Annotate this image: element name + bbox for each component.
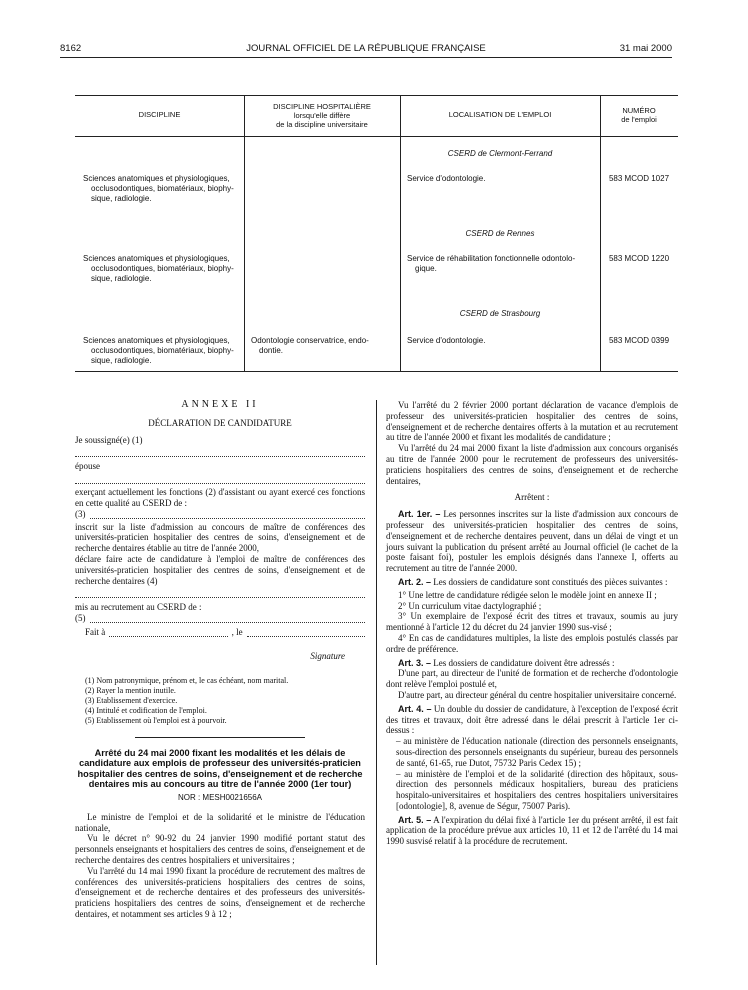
th-numero: NUMÉRO de l'emploi: [621, 106, 657, 124]
separator: [135, 736, 305, 738]
table-row-localisation: Service de réhabilitation fonctionnelle odontolo- gique.: [407, 254, 576, 273]
inscrit-text: inscrit sur la liste d'admission au concours de maître de conférences des universités-praticien hospitalier des centres de soins, d'enseignement et de recherche dentaires établie au titre de l'année 2000,: [75, 521, 365, 554]
th-localisation: LOCALISATION DE L'EMPLOI: [448, 110, 552, 119]
col-divider: [600, 96, 601, 371]
blank-line: [75, 588, 365, 598]
cserd-heading: CSERD de Clermont-Ferrand: [447, 149, 553, 158]
right-column: [386, 400, 678, 847]
blank-line: [75, 474, 365, 484]
article-4: Art. 4. – Un double du dossier de candidature, à l'exception de l'exposé écrit des titres et travaux, doit être adressé dans le délai prescrit à l'article 1er ci-dessus :: [386, 703, 678, 736]
article-5: Art. 5. – A l'expiration du délai fixé à l'article 1er du présent arrêté, il est fait application de la procédure prévue aux articles 10, 11 et 12 de l'arrêté du 14 mai 1990 susvisé relatif à la procédure de recrutement.: [386, 814, 678, 847]
fait-a-line: Fait à , le: [75, 627, 365, 638]
table-row-localisation: Service d'odontologie.: [407, 174, 486, 183]
table-row-numero: 583 MCOD 0399: [608, 336, 670, 345]
article-2-item: 2° Un curriculum vitae dactylographié ;: [398, 600, 542, 611]
mis-text: mis au recrutement au CSERD de :: [75, 602, 202, 613]
ref3-line: (3): [75, 509, 365, 520]
table-row-numero: 583 MCOD 1027: [608, 174, 670, 183]
declare-text: déclare faire acte de candidature à l'emploi de maître de conférences des universités-praticien hospitalier des centres de soins, d'enseignement et de recherche dentaires (4): [75, 553, 365, 586]
arretent: Arrêtent :: [514, 492, 550, 503]
right-p2: Vu l'arrêté du 24 mai 2000 fixant la liste d'admission aux concours organisés au titre de l'année 2000 pour le recrutement de professeurs des universités-praticiens hospitaliers des centres de soins, d'enseignement et de recherche dentaires,: [386, 443, 678, 486]
soussigne-line: Je soussigné(e) (1): [75, 434, 143, 445]
epouse-line: épouse: [75, 461, 100, 472]
arrete-p3: Vu l'arrêté du 14 mai 1990 fixant la procédure de recrutement des maîtres de conférences des universités-praticiens hospitaliers des centres de soins, d'enseignement et de recherche dentaires et des professeurs des universités-praticiens hospitaliers des centres de soins, d'enseignement et de recherche dentaires, et notamment ses articles 9 à 12 ;: [75, 865, 365, 919]
annexe-title: ANNEXE II: [181, 399, 259, 410]
table-row-numero: 583 MCOD 1220: [608, 254, 670, 263]
table-row-discipline: Sciences anatomiques et physiologiques, occlusodontiques, biomatériaux, biophy- sique, radiologie.: [83, 336, 234, 365]
article-4-bullet: – au ministère de l'emploi et de la solidarité (direction des hôpitaux, sous-direction des personnels médicaux hospitaliers, bureau des praticiens hospitalo-universitaires et hospitaliers des centres hospitaliers universitaires [odontologie], 8, avenue de Ségur, 75007 Paris).: [396, 768, 678, 811]
right-p1: Vu l'arrêté du 2 février 2000 portant déclaration de vacance d'emplois de professeur des universités-praticien hospitalier des centres de soins, d'enseignement et de recherche dentaires offerts à la mutation et au recrutement au titre de l'année 2000 et fixant les modalités de candidature ;: [386, 400, 678, 443]
arrete-p1: Le ministre de l'emploi et de la solidarité et le ministre de l'éducation nationale,: [75, 811, 365, 833]
arrete-p2: Vu le décret n° 90-92 du 24 janvier 1990 modifié portant statut des personnels enseignants et hospitaliers des centres de soins, d'enseignement et de recherche dentaires des centres hospitaliers et universitaires ;: [75, 833, 365, 865]
table-row-discipline: Sciences anatomiques et physiologiques, occlusodontiques, biomatériaux, biophy- sique, radiologie.: [83, 174, 234, 203]
ref5-line: (5): [75, 613, 365, 624]
th-discipline: DISCIPLINE: [138, 110, 181, 119]
page-number: 8162: [60, 43, 82, 54]
table-row-hospitaliere: Odontologie conservatrice, endo- dontie.: [251, 336, 369, 355]
left-column: [75, 400, 365, 920]
col-divider: [244, 96, 245, 371]
exercant-text: exerçant actuellement les fonctions (2) d'assistant ou ayant exercé ces fonctions en cette qualité au CSERD de :: [75, 487, 365, 508]
nor-reference: NOR : MESH0021656A: [177, 792, 263, 802]
article-2: Art. 2. – Les dossiers de candidature sont constitués des pièces suivantes :: [398, 576, 668, 587]
header-divider: [75, 136, 678, 137]
issue-date: 31 mai 2000: [619, 43, 672, 54]
footnotes: (1) Nom patronymique, prénom et, le cas échéant, nom marital. (2) Rayer la mention inutile. (3) Etablissement d'exercice. (4) Intitulé et codification de l'emploi. (5) Etablissement où l'emploi est à pourvoir.: [85, 675, 289, 725]
th-discipline-hospitaliere: DISCIPLINE HOSPITALIÈRE lorsqu'elle diffère de la discipline universitaire: [273, 102, 371, 129]
column-rule: [376, 400, 377, 965]
annexe-subtitle: DÉCLARATION DE CANDIDATURE: [148, 417, 292, 428]
cserd-heading: CSERD de Strasbourg: [459, 309, 541, 318]
article-3-p1: D'une part, au directeur de l'unité de formation et de recherche d'odontologie dont relève l'emploi postulé et,: [386, 668, 678, 690]
article-4-bullet: – au ministère de l'éducation nationale (direction des personnels enseignants, sous-direction des personnels enseignants du supérieur, bureau des personnels de santé, 61-65, rue Dutot, 75732 Paris Cedex 15) ;: [396, 736, 678, 768]
article-3-p2: D'autre part, au directeur général du centre hospitalier universitaire concerné.: [398, 689, 677, 700]
posts-table: [75, 95, 678, 372]
header-rule: [60, 57, 672, 58]
table-row-discipline: Sciences anatomiques et physiologiques, occlusodontiques, biomatériaux, biophy- sique, radiologie.: [83, 254, 234, 283]
blank-line: [75, 447, 365, 457]
cserd-heading: CSERD de Rennes: [465, 229, 535, 238]
article-1: Art. 1er. – Les personnes inscrites sur la liste d'admission aux concours de professeur des universités-praticien hospitalier des centres de soins, d'enseignement et de recherche dentaires peuvent, dans un délai de vingt et un jours suivant la publication du présent arrêté au Journal officiel (le cachet de la poste faisant foi), postuler les emplois désignés dans l'annexe I, offerts au recrutement au titre de l'année 2000.: [386, 509, 678, 574]
page-header: [60, 43, 672, 57]
article-2-item: 1° Une lettre de candidature rédigée selon le modèle joint en annexe II ;: [398, 589, 657, 600]
article-2-item: 4° En cas de candidatures multiples, la liste des emplois postulés classés par ordre de préférence.: [386, 632, 678, 654]
journal-title: JOURNAL OFFICIEL DE LA RÉPUBLIQUE FRANÇAISE: [246, 43, 486, 54]
article-3: Art. 3. – Les dossiers de candidature doivent être adressés :: [398, 657, 615, 668]
article-2-item: 3° Un exemplaire de l'exposé écrit des titres et travaux, soumis au jury mentionné à l'article 12 du décret du 24 janvier 1990 sus-visé ;: [386, 611, 678, 633]
arrete-title: Arrêté du 24 mai 2000 fixant les modalités et les délais de candidature aux emplois de professeur des universités-praticien hospitalier des centres de soins, d'enseignement et de recherche dentaires mis au concours au titre de l'année 2000 (1er tour): [77, 747, 363, 790]
signature-label: Signature: [310, 650, 345, 661]
table-row-localisation: Service d'odontologie.: [407, 336, 486, 345]
